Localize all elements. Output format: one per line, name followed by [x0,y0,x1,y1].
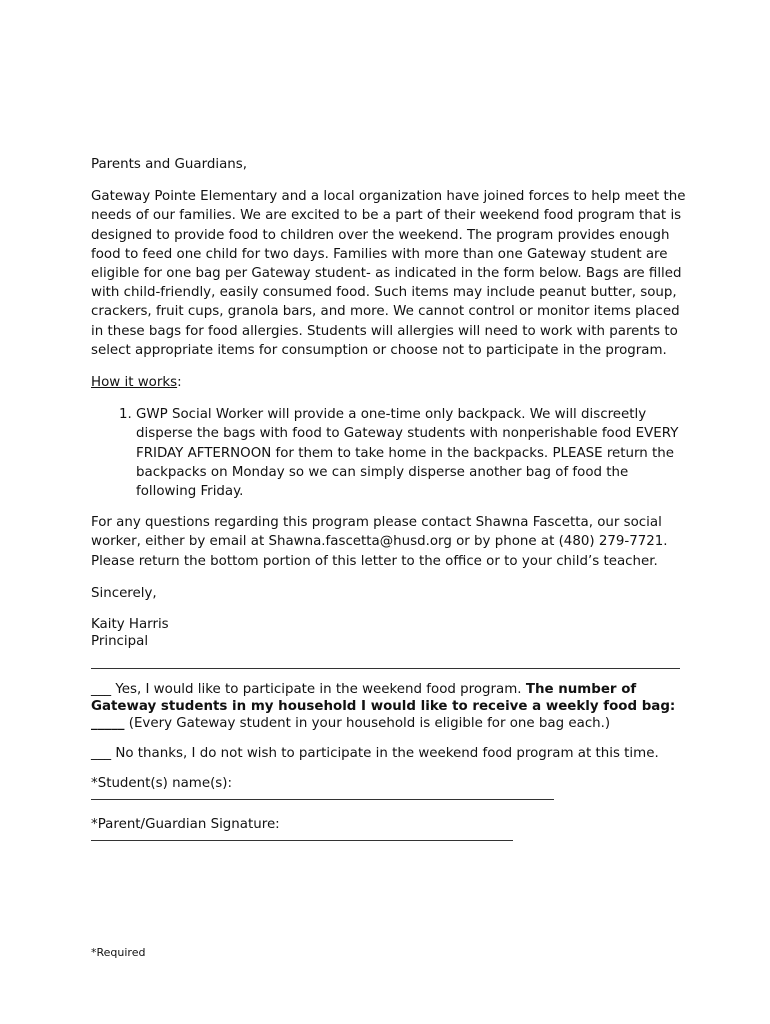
letter-page [91,155,691,857]
signature-label: *Parent/Guardian Signature: [91,817,280,833]
yes-option-bold: The number of Gateway students in my household I would like to receive a weekly food bag: _____ [91,682,676,732]
how-it-works-label: How it works [91,375,178,391]
required-note: *Required [91,946,146,959]
yes-option-suffix: (Every Gateway student in your household is eligible for one bag each.) [124,716,611,732]
student-name-line [91,792,554,800]
greeting: Parents and Guardians, [91,157,248,172]
signer-name: Kaity Harris [91,617,169,633]
intro-paragraph: Gateway Pointe Elementary and a local organization have joined forces to help meet the needs of our families. We are excited to be a part of their weekend food program that is designed to provide food to children over the weekend. The program provides enough food to feed one child for two days. Families with more than one Gateway student are eligible for one bag per Gateway student- as indicated in the form below. Bags are filled with child-friendly, easily consumed food. Such items may include peanut butter, soup, crackers, fruit cups, granola bars, and more. We cannot control or monitor items placed in these bags for food allergies. Students will allergies will need to work with parents to select appropriate items for consumption or choose not to participate in the program. [91,189,686,358]
signature-line [91,833,513,841]
steps-list [91,405,691,501]
how-it-works-colon: : [177,375,182,391]
cut-line-divider [91,662,680,669]
closing: Sincerely, [91,585,157,601]
how-it-works-heading [91,373,691,392]
step-item: 1. GWP Social Worker will provide a one-time only backpack. We will discreetly disperse the bags with food to Gateway students with nonperishable food EVERY FRIDAY AFTERNOON for them to take home in the backpacks. PLEASE return the backpacks on Monday so we can simply disperse another bag of food the following Friday. [136,405,691,501]
signer-title: Principal [91,634,149,650]
no-option: ___ No thanks, I do not wish to participate in the weekend food program at this time. [91,746,659,762]
contact-paragraph: For any questions regarding this program please contact Shawna Fascetta, our social worker, either by email at Shawna.fascetta@husd.org or by phone at (480) 279-7721. Please return the bottom portion of this letter to the office or to your child’s teacher. [91,515,668,569]
yes-option [91,681,691,732]
yes-option-prefix: ___ Yes, I would like to participate in the weekend food program. [91,682,526,698]
student-name-label: *Student(s) name(s): [91,776,233,792]
